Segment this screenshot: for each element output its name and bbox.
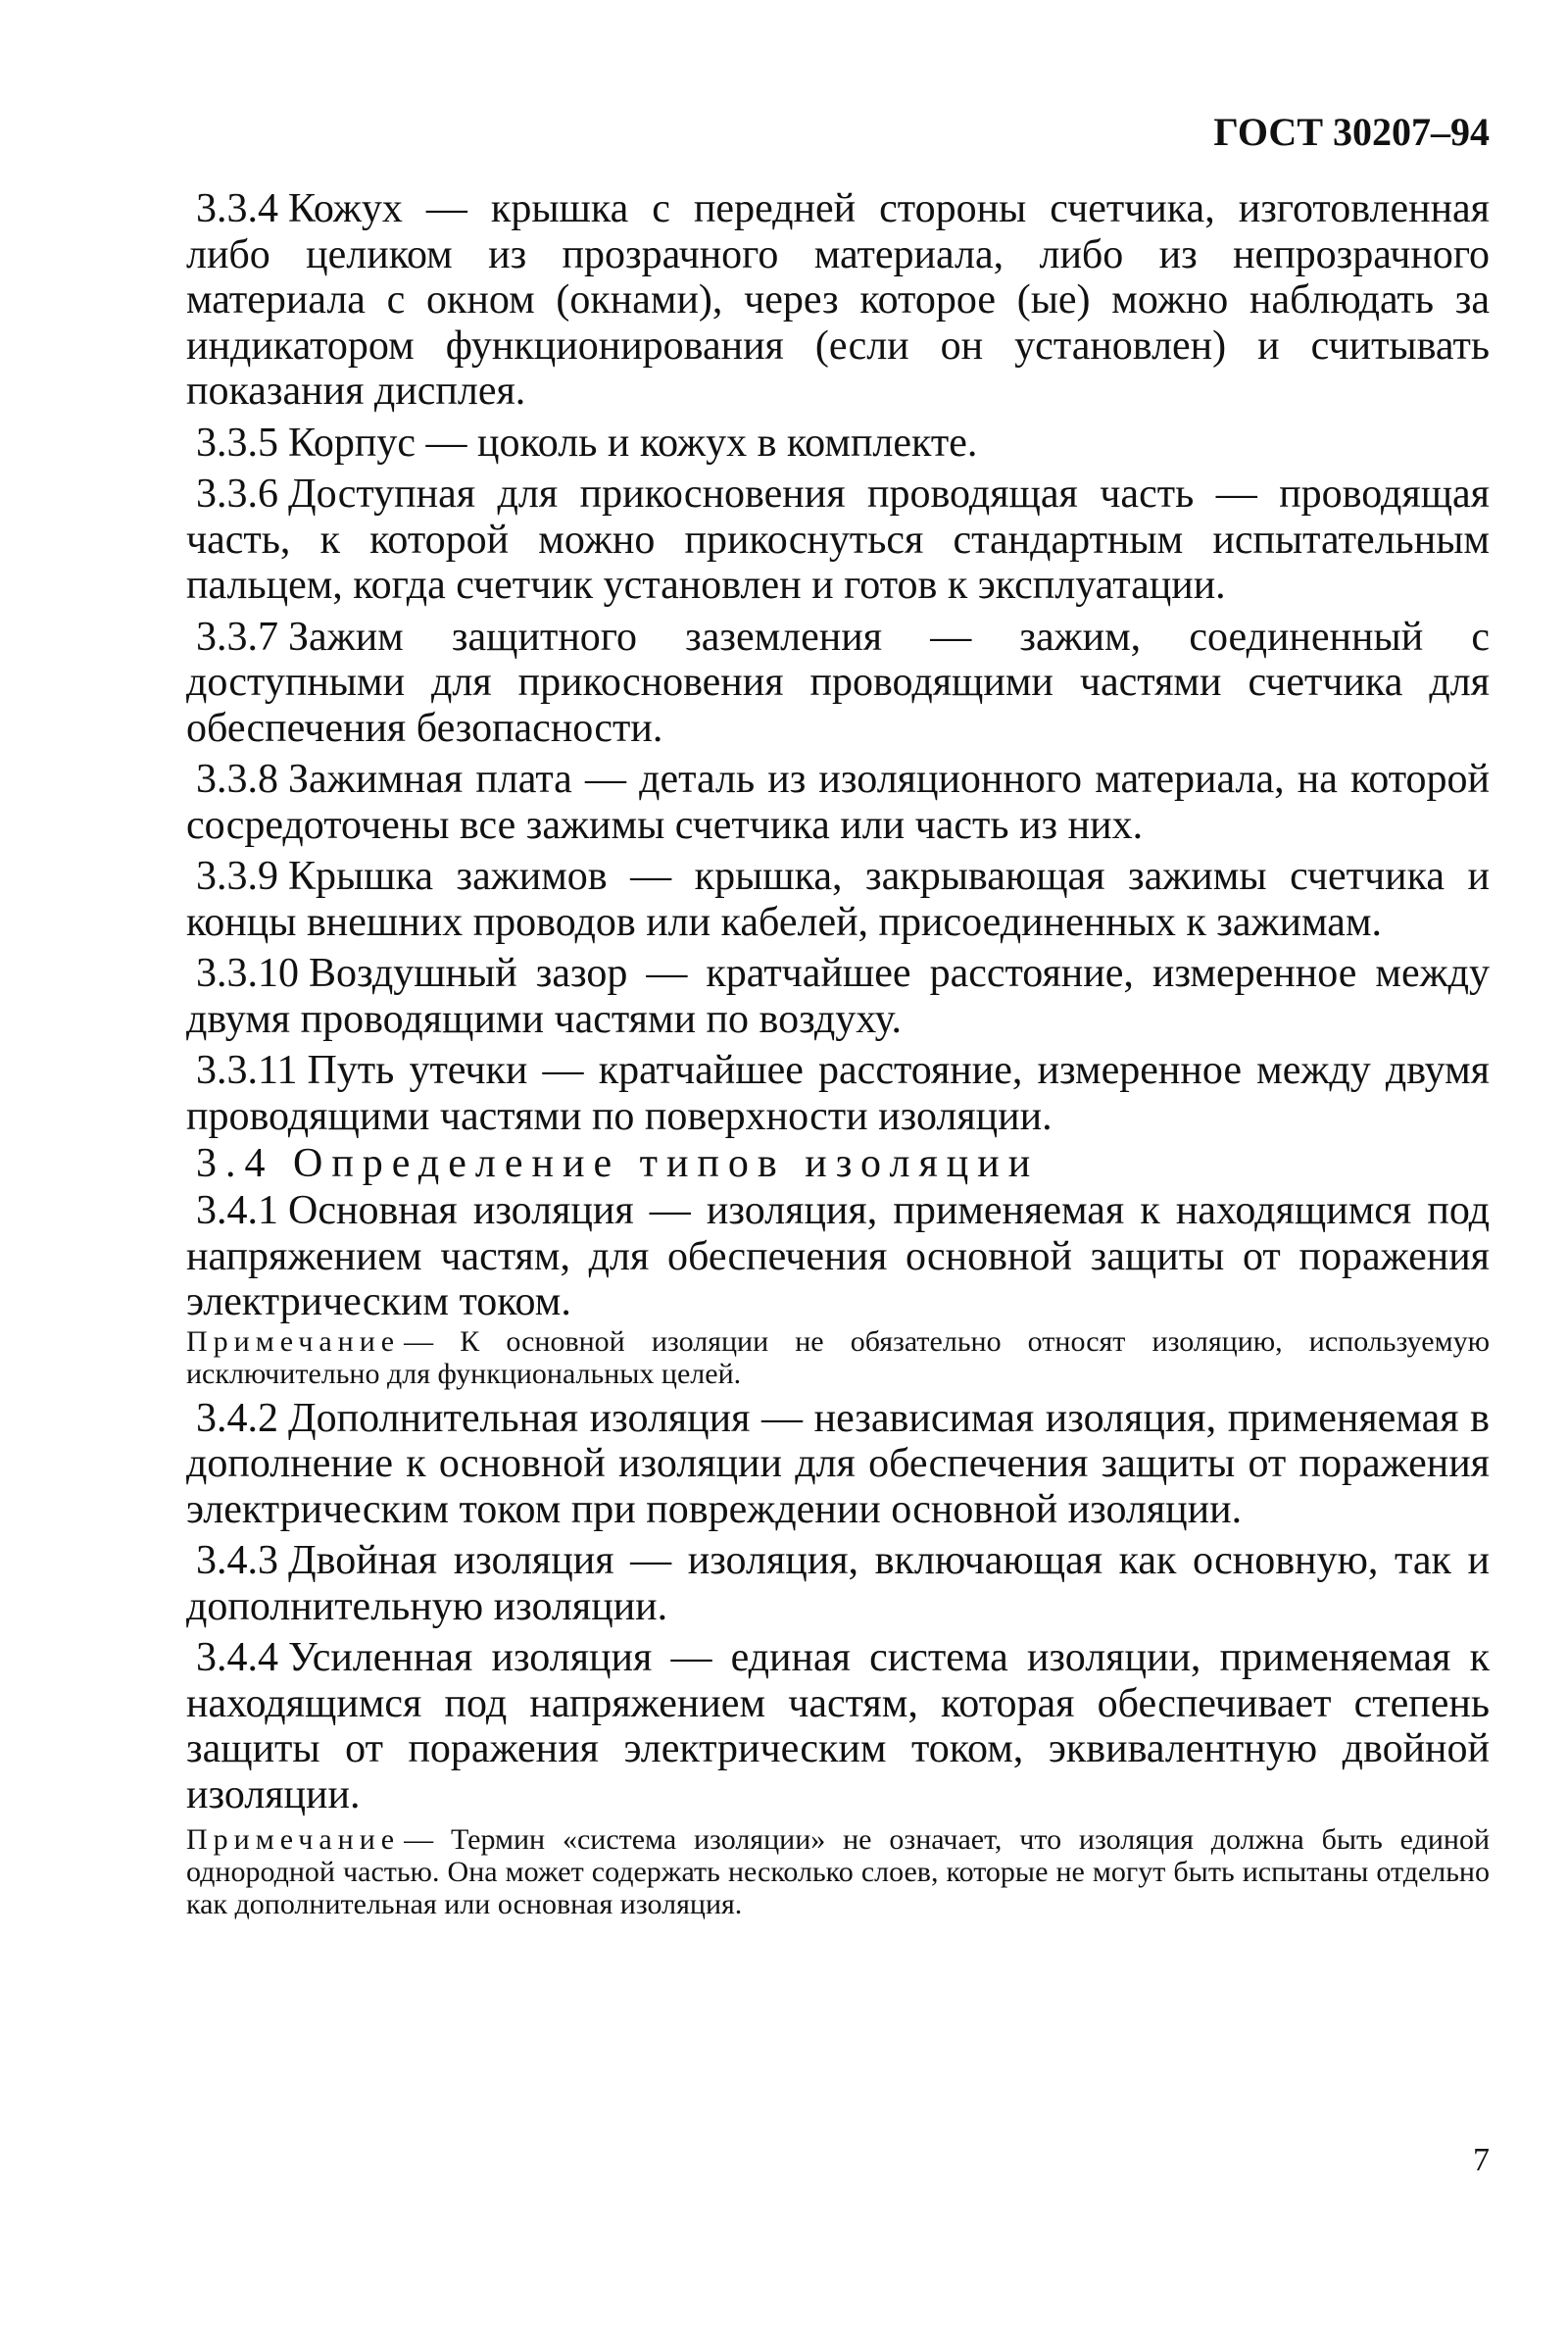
note-2: [186, 1823, 1490, 1920]
section-title: Определение типов изоляции: [293, 1141, 1040, 1186]
clause-text: Дополнительная изоляция — независимая изоляция, применяемая в дополнение к основной изоляции для обеспечения защиты от поражения электрическим током при повреждении основной изоляции.: [186, 1395, 1490, 1532]
clause-3-3-11: [186, 1048, 1490, 1139]
clause-number: 3.4.3: [196, 1538, 278, 1583]
clause-3-3-8: [186, 757, 1490, 848]
clause-number: 3.3.9: [196, 854, 278, 899]
clause-number: 3.4.4: [196, 1635, 278, 1680]
clause-text: Усиленная изоляция — единая система изоляции, применяемая к находящимся под напряжением частям, которая обеспечивает степень защиты от поражения электрическим током, эквивалентную двойной изоляции.: [186, 1635, 1490, 1817]
clause-number: 3.3.8: [196, 757, 278, 802]
clause-number: 3.4.2: [196, 1395, 278, 1441]
clause-3-4-3: [186, 1538, 1490, 1629]
page-number: 7: [1473, 2142, 1490, 2178]
note-text: — К основной изоляции не обязательно относят изоляцию, используемую исключительно для функциональных целей.: [186, 1324, 1490, 1390]
clause-3-3-6: [186, 472, 1490, 609]
note-1: [186, 1325, 1490, 1390]
clause-text: Доступная для прикосновения проводящая часть — проводящая часть, к которой можно прикоснуться стандартным испытательным пальцем, когда счетчик установлен и готов к эксплуатации.: [186, 472, 1490, 608]
clause-3-4-4: [186, 1635, 1490, 1817]
clause-text: Зажим защитного заземления — зажим, соединенный с доступными для прикосновения проводящими частями счетчика для обеспечения безопасности.: [186, 614, 1490, 751]
clause-3-3-9: [186, 854, 1490, 945]
clause-3-4-1: [186, 1188, 1490, 1325]
clause-text: Путь утечки — кратчайшее расстояние, измеренное между двумя проводящими частями по поверхности изоляции.: [186, 1048, 1490, 1139]
clause-number: 3.3.6: [196, 472, 278, 517]
doc-code: ГОСТ 30207–94: [1213, 110, 1490, 154]
clause-number: 3.3.4: [196, 186, 278, 231]
note-label: Примечание: [186, 1823, 401, 1856]
section-heading: [186, 1139, 1490, 1188]
clause-3-3-5: [186, 421, 1490, 467]
clause-text: Крышка зажимов — крышка, закрывающая зажимы счетчика и концы внешних проводов или кабелей, присоединенных к зажимам.: [186, 854, 1490, 945]
clause-text: Воздушный зазор — кратчайшее расстояние, измеренное между двумя проводящими частями по воздуху.: [186, 951, 1490, 1042]
clause-number: 3.4.1: [196, 1188, 278, 1233]
clause-text: Двойная изоляция — изоляция, включающая как основную, так и дополнительную изоляции.: [186, 1538, 1490, 1629]
note-label: Примечание: [186, 1324, 401, 1358]
clause-3-4-2: [186, 1396, 1490, 1533]
clause-3-3-10: [186, 951, 1490, 1042]
clause-number: 3.3.7: [196, 614, 278, 660]
clause-3-3-4: [186, 186, 1490, 415]
clause-text: Зажимная плата — деталь из изоляционного материала, на которой сосредоточены все зажимы счетчика или часть из них.: [186, 757, 1490, 848]
clause-number: 3.3.5: [196, 420, 278, 466]
clause-3-3-7: [186, 615, 1490, 752]
document-page: [186, 108, 1490, 1926]
section-number: 3.4: [196, 1141, 274, 1186]
clause-text: Кожух — крышка с передней стороны счетчика, изготовленная либо целиком из прозрачного материала, либо из непрозрачного материала с окном (окнами), через которое (ые) можно наблюдать за индикатором функционирования (если он установлен) и считывать показания дисплея.: [186, 186, 1490, 414]
clause-number: 3.3.10: [196, 951, 299, 996]
note-text: — Термин «система изоляции» не означает, что изоляция должна быть единой однородной частью. Она может содержать несколько слоев, которые не могут быть испытаны отдельно как дополнительная или основная изоляция.: [186, 1823, 1490, 1920]
document-header: [186, 108, 1490, 186]
clause-text: Корпус — цоколь и кожух в комплекте.: [288, 420, 978, 466]
clause-text: Основная изоляция — изоляция, применяемая к находящимся под напряжением частям, для обеспечения основной защиты от поражения электрическим током.: [186, 1188, 1490, 1324]
clause-number: 3.3.11: [196, 1048, 298, 1093]
